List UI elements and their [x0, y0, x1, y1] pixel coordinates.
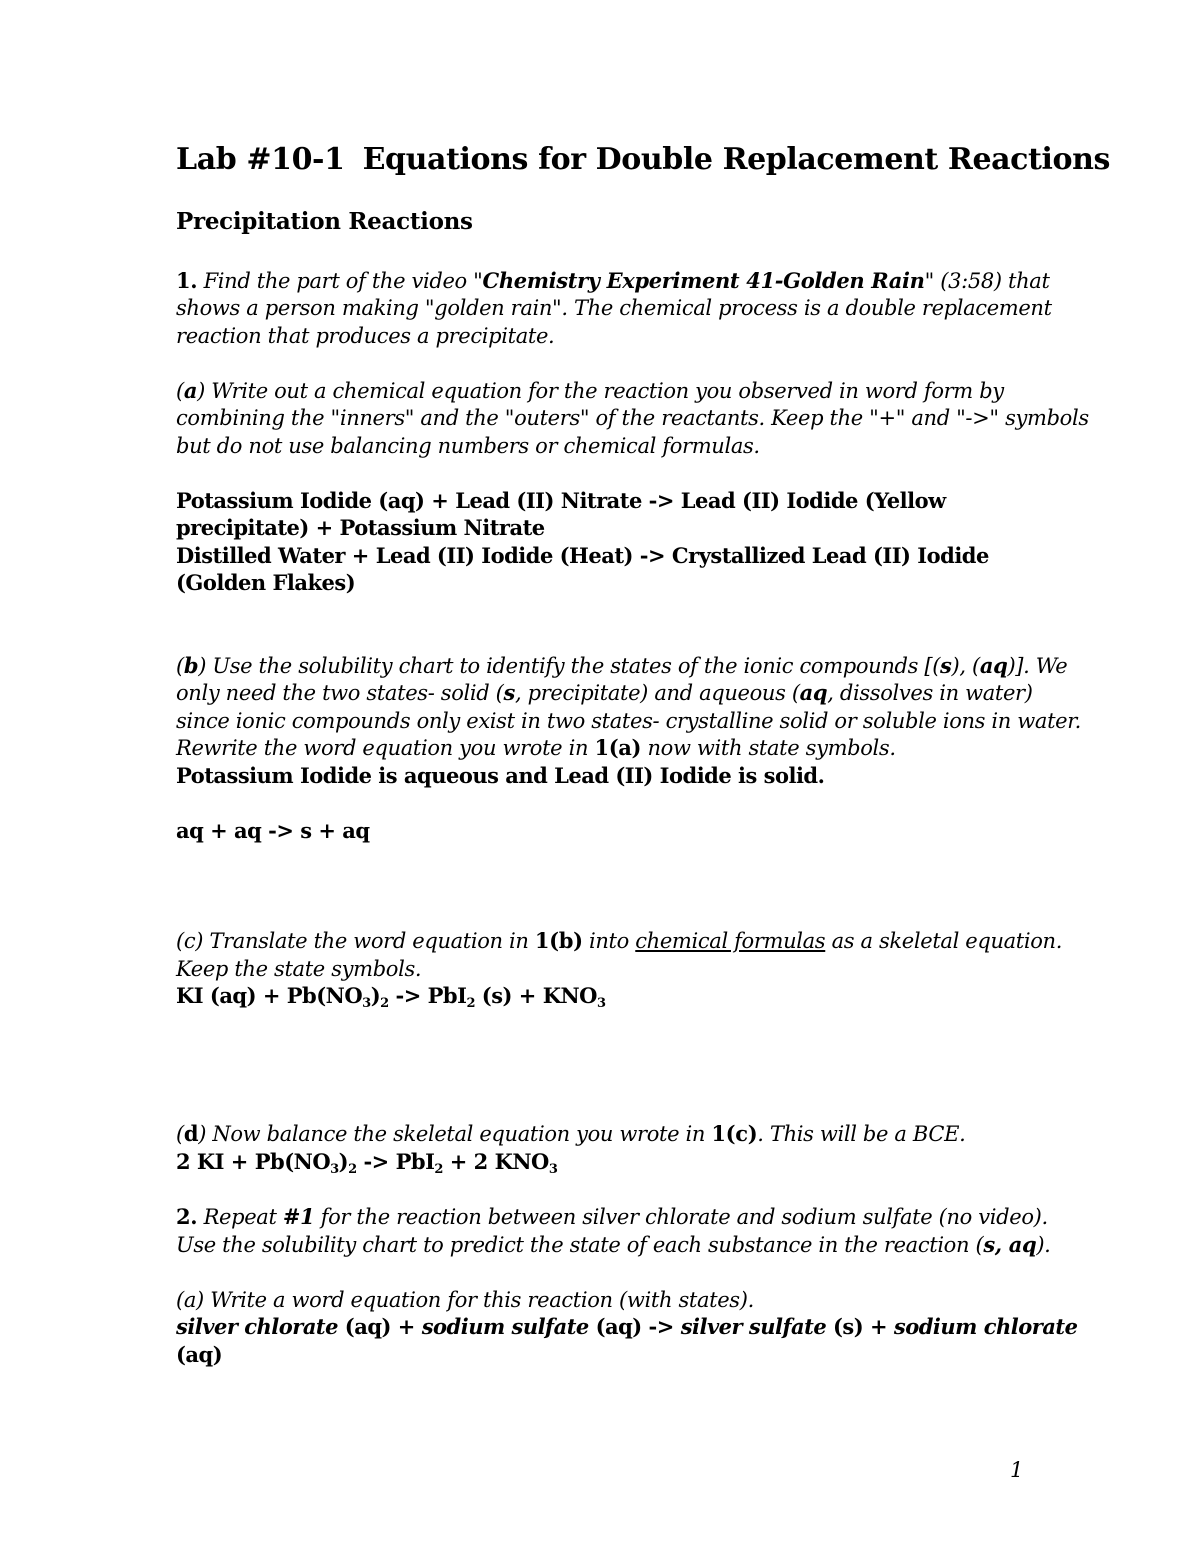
q1d-ans-sub-1: 3	[330, 1162, 339, 1177]
q1c-ref: 1(b)	[534, 928, 583, 953]
q2-line-2	[176, 1231, 1051, 1259]
q2a-product-1: silver sulfate	[680, 1314, 827, 1339]
q1b-text-1b: ), (	[951, 654, 980, 678]
q1c-text-1b: into	[582, 929, 636, 953]
q1-number: 1.	[176, 268, 198, 293]
q1a-answer-4: (Golden Flakes)	[176, 570, 356, 595]
q1b-line-4	[176, 734, 896, 762]
q2a-state-2: (aq) ->	[588, 1314, 681, 1339]
section-heading: Precipitation Reactions	[176, 208, 473, 235]
q1b-line-1: (b) Use the solubility chart to identify the states of the ionic compounds [(s), (aq)]. We	[176, 653, 1068, 678]
q2-number: 2.	[176, 1204, 198, 1229]
q1-text-a: Find the part of the video "	[203, 269, 483, 293]
q1d-text-1b: . This will be a BCE.	[757, 1122, 966, 1146]
q1c-ans-part-2: )	[370, 983, 381, 1008]
q1c-label: c	[183, 929, 196, 953]
q1d-ans-sub-2: 2	[348, 1162, 357, 1177]
q2a-answer-1	[176, 1313, 1077, 1341]
q1a-label: a	[183, 378, 198, 403]
page-number: 1	[1010, 1458, 1024, 1482]
q1a-line-3: but do not use balancing numbers or chemical formulas.	[176, 434, 760, 458]
q1b-label: b	[183, 653, 199, 678]
q1d-ans-sub-4: 3	[548, 1162, 558, 1177]
q1a-answer-3: Distilled Water + Lead (II) Iodide (Heat) -> Crystallized Lead (II) Iodide	[176, 543, 989, 568]
q2a-reactant-2: sodium sulfate	[421, 1314, 589, 1339]
q1b-line-3: since ionic compounds only exist in two states- crystalline solid or soluble ions in water.	[176, 709, 1081, 733]
q1b-answer-1: Potassium Iodide is aqueous and Lead (II) Iodide is solid.	[176, 763, 825, 788]
q1-video-title: Chemistry Experiment 41-Golden Rain	[482, 268, 925, 293]
q1a-answer-1: Potassium Iodide (aq) + Lead (II) Nitrate -> Lead (II) Iodide (Yellow	[176, 488, 946, 513]
q1c-text-1c: as a skeletal equation.	[825, 929, 1063, 953]
q2a-reactant-1: silver chlorate	[176, 1314, 338, 1339]
q1c-line-1: (c) Translate the word equation in 1(b) into chemical formulas as a skeletal equation.	[176, 928, 1063, 953]
q2-states: s, aq	[983, 1232, 1037, 1257]
q1c-answer	[176, 982, 606, 1010]
q1b-state-s-2: s	[503, 680, 515, 705]
q1c-ans-part-3: -> PbI	[388, 983, 467, 1008]
q2a-text-1: Write a word equation for this reaction (with states).	[210, 1288, 754, 1312]
q1d-ref: 1(c)	[711, 1121, 758, 1146]
q1d-label: d	[183, 1121, 199, 1146]
q1b-ref: 1(a)	[594, 735, 642, 760]
page-title	[176, 142, 1110, 178]
q1c-ans-sub-1: 3	[362, 996, 371, 1011]
q1-line-1	[176, 267, 1050, 295]
q1b-state-aq-2: aq	[799, 680, 828, 705]
q1d-text-1a: Now balance the skeletal equation you wrote in	[212, 1122, 712, 1146]
q1b-text-2a: only need the two states- solid (	[176, 681, 504, 705]
q1b-text-4b: now with state symbols.	[641, 736, 896, 760]
q2a-product-2: sodium chlorate	[893, 1314, 1078, 1339]
q2a-answer-2: (aq)	[176, 1342, 223, 1367]
q2a-line-1: (a) Write a word equation for this reaction (with states).	[176, 1288, 754, 1312]
q1-text-b: " (3:58) that	[924, 269, 1050, 293]
q1d-ans-part-1: 2 KI + Pb(NO	[176, 1149, 331, 1174]
q2a-label: a	[183, 1288, 197, 1312]
q1d-answer	[176, 1148, 557, 1176]
q1c-ans-sub-3: 2	[466, 996, 475, 1011]
q2-text-1b: for the reaction between silver chlorate and sodium sulfate (no video).	[314, 1205, 1048, 1229]
q1b-text-1a: Use the solubility chart to identify the states of the ionic compounds [(	[212, 654, 941, 678]
q1a-line-2: combining the "inners" and the "outers" of the reactants. Keep the "+" and "->" symbols	[176, 406, 1089, 430]
q1c-underlined: chemical formulas	[635, 929, 826, 953]
q1b-state-aq: aq	[979, 653, 1008, 678]
q1b-text-4a: Rewrite the word equation you wrote in	[176, 736, 595, 760]
q1a-answer-2: precipitate) + Potassium Nitrate	[176, 515, 545, 540]
q1d-ans-part-4: + 2 KNO	[442, 1149, 549, 1174]
q1a-line-1: (a) Write out a chemical equation for the reaction you observed in word form by	[176, 378, 1004, 403]
lab-number: Lab #10-1	[176, 142, 345, 177]
q2a-state-3: (s) +	[826, 1314, 894, 1339]
q1c-text-1a: Translate the word equation in	[209, 929, 535, 953]
q1-line-3: reaction that produces a precipitate.	[176, 324, 555, 348]
q1d-ans-part-3: -> PbI	[356, 1149, 435, 1174]
q1c-line-2: Keep the state symbols.	[176, 957, 422, 981]
q1b-text-1c: )]. We	[1007, 654, 1068, 678]
q1d-ans-part-2: )	[338, 1149, 349, 1174]
q2-ref: #1	[282, 1204, 315, 1229]
q2-line-1	[176, 1203, 1048, 1231]
q1b-state-s: s	[940, 653, 952, 678]
q1a-text-1: Write out a chemical equation for the reaction you observed in word form by	[211, 379, 1004, 403]
q1b-text-2b: , precipitate) and aqueous (	[514, 681, 800, 705]
q2-text-2b: ).	[1036, 1233, 1051, 1257]
q2-text-2a: Use the solubility chart to predict the state of each substance in the reaction (	[176, 1233, 984, 1257]
q1b-text-2c: , dissolves in water)	[827, 681, 1033, 705]
q1b-line-2	[176, 679, 1033, 707]
q2a-state-1: (aq) +	[338, 1314, 422, 1339]
q1c-ans-part-1: KI (aq) + Pb(NO	[176, 983, 363, 1008]
q1d-line-1: (d) Now balance the skeletal equation you wrote in 1(c). This will be a BCE.	[176, 1121, 966, 1146]
q1c-ans-sub-4: 3	[596, 996, 606, 1011]
q1c-ans-sub-2: 2	[380, 996, 389, 1011]
lab-name: Equations for Double Replacement Reactions	[362, 142, 1111, 177]
q1d-ans-sub-3: 2	[434, 1162, 443, 1177]
q1b-answer-2: aq + aq -> s + aq	[176, 818, 370, 843]
q2-text-1a: Repeat	[203, 1205, 283, 1229]
q1c-ans-part-4: (s) + KNO	[474, 983, 597, 1008]
q1-line-2: shows a person making "golden rain". The chemical process is a double replacement	[176, 296, 1052, 320]
